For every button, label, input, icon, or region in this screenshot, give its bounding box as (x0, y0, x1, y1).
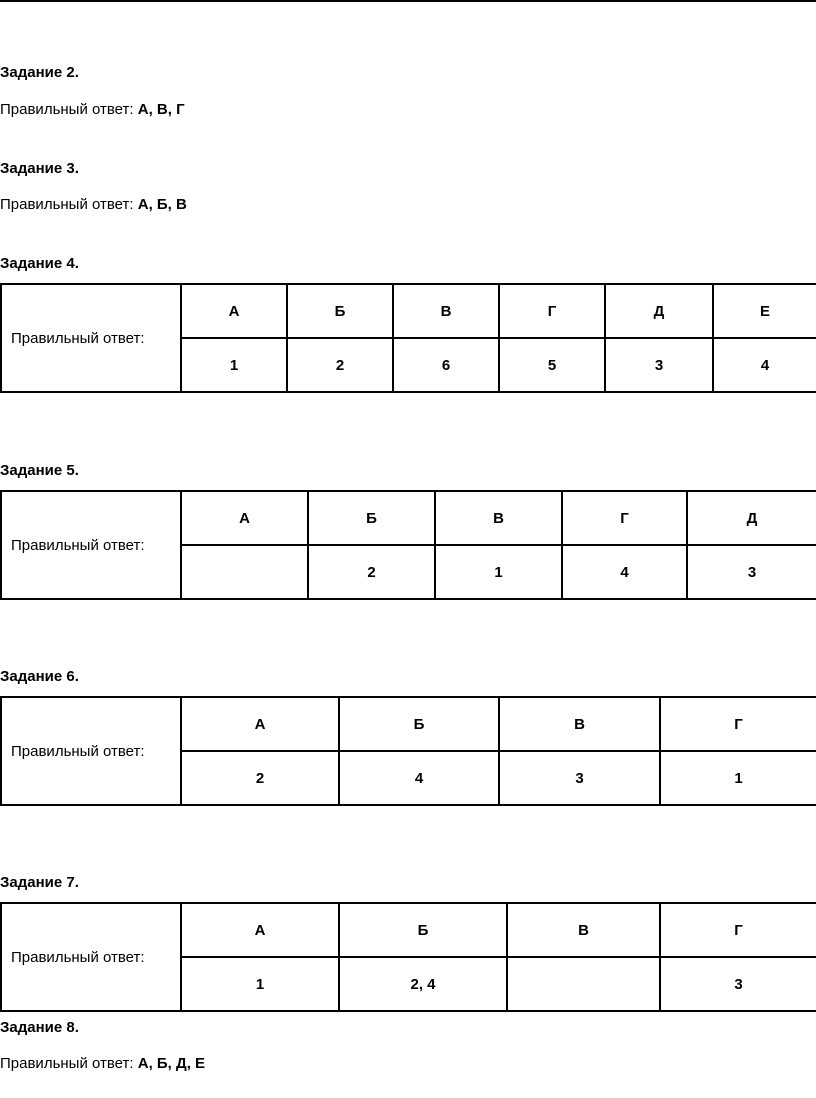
table-value-cell: 2 (287, 338, 393, 392)
table-header-cell: В (435, 491, 562, 545)
table-value-cell: 2 (308, 545, 435, 599)
table-value-cell: 4 (562, 545, 687, 599)
task3-heading: Задание 3. (0, 160, 79, 177)
task5-heading: Задание 5. (0, 462, 79, 479)
table-value-cell: 5 (499, 338, 605, 392)
table-value-cell: 3 (499, 751, 660, 805)
table-value-cell: 2, 4 (339, 957, 507, 1011)
table-header-cell: А (181, 284, 287, 338)
answer-label-cell: Правильный ответ: (1, 284, 181, 392)
table-header-cell: Е (713, 284, 816, 338)
table-value-cell (181, 545, 308, 599)
table-value-cell (507, 957, 660, 1011)
table-header-cell: В (507, 903, 660, 957)
table-header-cell: В (499, 697, 660, 751)
table-value-cell: 6 (393, 338, 499, 392)
task4-answer-table (0, 283, 816, 393)
answer-label: Правильный ответ: (0, 1055, 134, 1072)
table-header-cell: Б (287, 284, 393, 338)
answer-label-cell: Правильный ответ: (1, 491, 181, 599)
task3-answer (0, 196, 187, 213)
table-value-cell: 1 (181, 338, 287, 392)
task5-answer-table (0, 490, 816, 600)
task3-answer-value: А, Б, В (137, 196, 187, 213)
table-header-cell: Г (660, 903, 816, 957)
table-header-cell: Д (687, 491, 816, 545)
task6-answer-table (0, 696, 816, 806)
table-value-cell: 3 (687, 545, 816, 599)
table-value-cell: 4 (339, 751, 499, 805)
top-rule (0, 0, 816, 2)
table-value-cell: 1 (660, 751, 816, 805)
table-value-cell: 3 (605, 338, 713, 392)
task2-answer (0, 101, 185, 118)
table-value-cell: 4 (713, 338, 816, 392)
task8-answer (0, 1055, 205, 1072)
table-header-cell: Д (605, 284, 713, 338)
task8-answer-value: А, Б, Д, Е (137, 1055, 206, 1072)
answer-label-cell: Правильный ответ: (1, 903, 181, 1011)
task2-answer-value: А, В, Г (137, 101, 185, 118)
table-header-cell: А (181, 903, 339, 957)
table-header-cell: Б (308, 491, 435, 545)
task8-heading: Задание 8. (0, 1019, 79, 1036)
task6-heading: Задание 6. (0, 668, 79, 685)
table-header-cell: Б (339, 697, 499, 751)
table-value-cell: 2 (181, 751, 339, 805)
table-value-cell: 1 (181, 957, 339, 1011)
table-header-cell: Б (339, 903, 507, 957)
table-value-cell: 3 (660, 957, 816, 1011)
task4-heading: Задание 4. (0, 255, 79, 272)
table-header-cell: А (181, 491, 308, 545)
table-header-cell: Г (660, 697, 816, 751)
table-value-cell: 1 (435, 545, 562, 599)
answer-label: Правильный ответ: (0, 196, 134, 213)
table-header-cell: Г (562, 491, 687, 545)
table-header-cell: Г (499, 284, 605, 338)
answer-label: Правильный ответ: (0, 101, 134, 118)
answer-label-cell: Правильный ответ: (1, 697, 181, 805)
table-header-cell: А (181, 697, 339, 751)
task7-answer-table (0, 902, 816, 1012)
task2-heading: Задание 2. (0, 64, 79, 81)
task7-heading: Задание 7. (0, 874, 79, 891)
table-header-cell: В (393, 284, 499, 338)
